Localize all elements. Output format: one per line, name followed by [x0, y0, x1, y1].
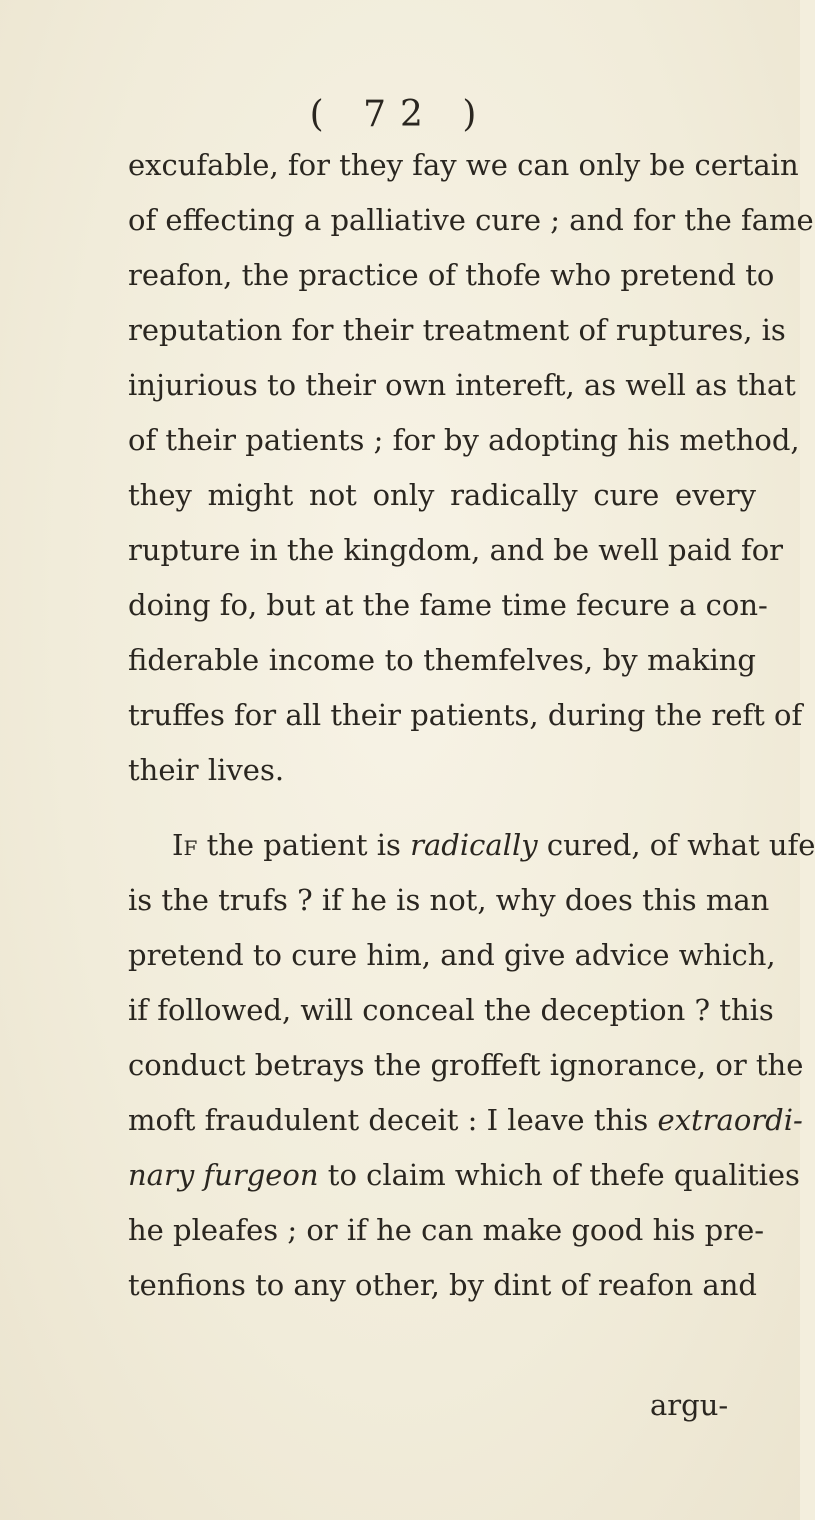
text-line: is the trufs ? if he is not, why does this man [128, 883, 770, 917]
catchword: argu- [650, 1388, 729, 1422]
text-line [128, 1148, 800, 1203]
text-line [128, 818, 815, 873]
emphasis-text: radically [410, 828, 538, 862]
text-line: reafon, the practice of thofe who pretend to [128, 258, 775, 292]
text-line: fiderable income to themfelves, by making [128, 643, 756, 677]
text-run: cured, of what ufe [546, 828, 815, 862]
text-line: doing fo, but at the fame time fecure a con- [128, 588, 768, 622]
text-line: rupture in the kingdom, and be well paid for [128, 533, 784, 567]
text-line: of their patients ; for by adopting his method, [128, 423, 800, 457]
text-run: moft fraudulent deceit : I leave this [128, 1103, 649, 1137]
text-line: injurious to their own intereft, as well as that [128, 368, 796, 402]
text-run: to claim which of thefe qualities [327, 1158, 800, 1192]
paragraph-1 [128, 138, 814, 798]
text-line: pretend to cure him, and give advice which, [128, 938, 776, 972]
text-line: conduct betrays the groffeft ignorance, or the [128, 1048, 804, 1082]
text-line [128, 1093, 803, 1148]
text-line: excufable, for they fay we can only be certain [128, 148, 799, 182]
text-run: the patient is [206, 828, 401, 862]
text-line: their lives. [128, 753, 285, 787]
text-line: tenfions to any other, by dint of reafon and [128, 1268, 757, 1302]
text-line: truffes for all their patients, during the reft of [128, 698, 803, 732]
text-line: they might not only radically cure every [128, 478, 756, 512]
text-line: reputation for their treatment of ruptures, is [128, 313, 786, 347]
page-number: ( 72 ) [309, 94, 491, 135]
text-line: if followed, will conceal the deception ? this [128, 993, 774, 1027]
drop-word: If [172, 828, 198, 862]
emphasis-text: extraordi- [657, 1103, 803, 1137]
text-line: of effecting a palliative cure ; and for the fame [128, 203, 814, 237]
paragraph-2 [128, 818, 815, 1313]
emphasis-text: nary furgeon [128, 1158, 319, 1192]
text-line: he pleafes ; or if he can make good his pre- [128, 1213, 765, 1247]
